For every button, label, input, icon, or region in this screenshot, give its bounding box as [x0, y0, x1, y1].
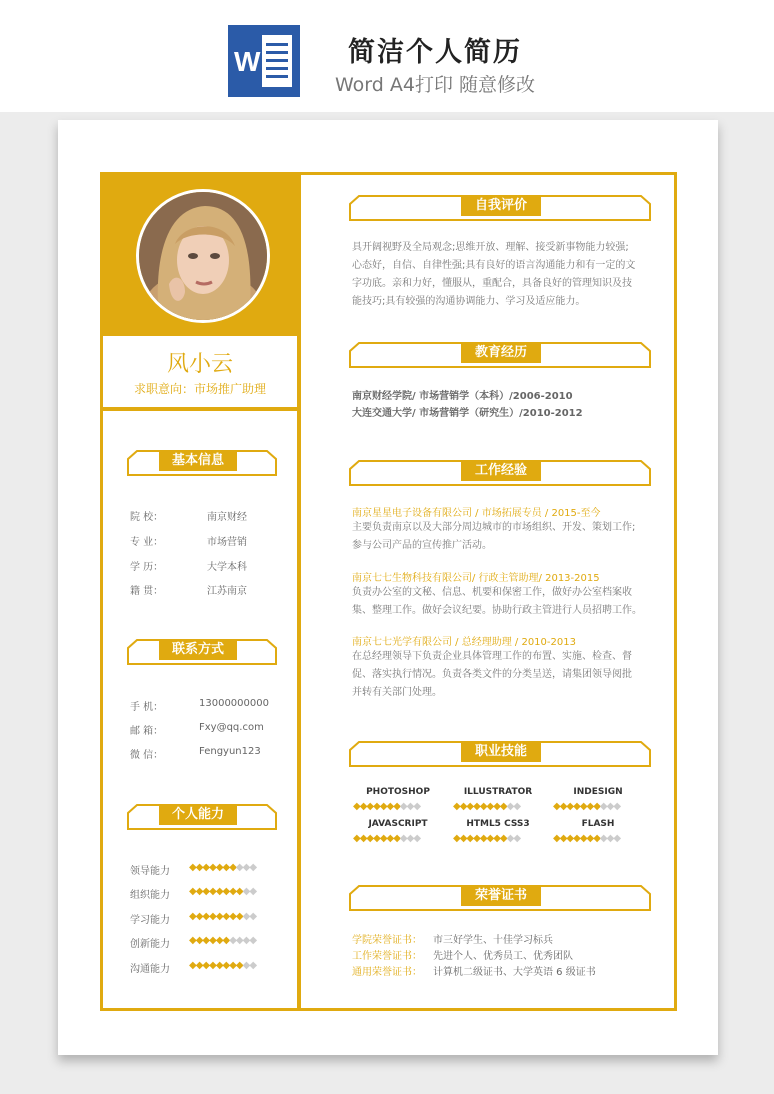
rating-dot-filled: ◆ [222, 935, 230, 946]
rating-dot-empty: ◆ [249, 862, 257, 873]
rating-dot-filled: ◆ [453, 801, 460, 812]
rating-dot-filled: ◆ [553, 833, 560, 844]
banner-title: 简洁个人简历 [348, 37, 522, 68]
skill-name: ILLUSTRATOR [463, 787, 533, 797]
rating-dot-empty: ◆ [242, 862, 250, 873]
rating-dot-filled: ◆ [566, 801, 574, 812]
rating-dot-filled: ◆ [209, 960, 216, 971]
section-title: 工作经验 [461, 461, 541, 481]
rating-dot-filled: ◆ [189, 886, 196, 897]
job-header: 南京星星电子设备有限公司 / 市场拓展专员 / 2015-至今 [352, 508, 601, 519]
rating-dot-empty: ◆ [606, 833, 614, 844]
section-heading-education [349, 342, 651, 368]
rating-dot-filled: ◆ [202, 911, 210, 922]
ability-label: 沟通能力 [130, 964, 170, 975]
section-title: 职业技能 [461, 742, 541, 762]
resume-page [58, 120, 718, 1055]
ability-label: 创新能力 [130, 939, 170, 950]
rating-dot-filled: ◆ [493, 801, 500, 812]
rating-dot-empty: ◆ [242, 886, 250, 897]
rating-dot-empty: ◆ [229, 935, 236, 946]
rating-dot-filled: ◆ [209, 911, 216, 922]
rating-dot-empty: ◆ [399, 833, 407, 844]
section-heading-self-eval [349, 195, 651, 221]
rating-dot-filled: ◆ [195, 911, 203, 922]
candidate-name: 风小云 [166, 352, 233, 377]
rating-dot-empty: ◆ [413, 833, 421, 844]
rating-dot-filled: ◆ [229, 886, 236, 897]
rating-dot-filled: ◆ [566, 833, 574, 844]
rating-dot-empty: ◆ [413, 801, 421, 812]
rating-dot-filled: ◆ [215, 935, 223, 946]
rating-dot-filled: ◆ [486, 833, 494, 844]
honor-label: 工作荣誉证书： [352, 951, 422, 962]
skill-rating [553, 833, 620, 844]
ability-rating [189, 862, 256, 873]
banner-subtitle: Word A4打印 随意修改 [334, 74, 535, 96]
ability-rating [189, 886, 256, 897]
rating-dot-empty: ◆ [399, 801, 407, 812]
rating-dot-filled: ◆ [202, 886, 210, 897]
section-title: 基本信息 [159, 451, 237, 471]
rating-dot-filled: ◆ [195, 960, 203, 971]
rating-dot-filled: ◆ [353, 833, 360, 844]
rating-dot-filled: ◆ [195, 886, 203, 897]
education-entry: 南京财经学院/ 市场营销学（本科）/2006-2010 [352, 391, 573, 402]
word-icon-letter: W [234, 46, 261, 77]
rating-dot-empty: ◆ [513, 801, 521, 812]
rating-dot-filled: ◆ [379, 801, 387, 812]
rating-dot-filled: ◆ [215, 862, 223, 873]
job-description: 在总经理领导下负责企业具体管理工作的布置、实施、检查、督 促、落实执行情况。负责各类文件的分类呈送，请集团领导阅批 并转有关部门处理。 [352, 651, 632, 698]
skill-rating [353, 833, 420, 844]
rating-dot-filled: ◆ [235, 886, 243, 897]
left-divider [103, 407, 297, 411]
job-description: 负责办公室的文秘、信息、机要和保密工作，做好办公室档案收 集、整理工作。做好会议纪要。协助行政主管进行人员招聘工作。 [352, 587, 642, 616]
section-title: 自我评价 [461, 196, 541, 216]
rating-dot-empty: ◆ [513, 833, 521, 844]
ability-label: 领导能力 [130, 866, 170, 877]
rating-dot-empty: ◆ [235, 862, 243, 873]
rating-dot-empty: ◆ [599, 801, 607, 812]
skill-name: INDESIGN [573, 787, 623, 797]
rating-dot-filled: ◆ [559, 833, 567, 844]
ability-label: 学习能力 [130, 915, 170, 926]
rating-dot-filled: ◆ [222, 960, 230, 971]
word-document-icon [228, 25, 300, 97]
rating-dot-empty: ◆ [506, 801, 514, 812]
rating-dot-filled: ◆ [453, 833, 460, 844]
resume-frame [100, 172, 677, 1011]
rating-dot-filled: ◆ [359, 833, 367, 844]
rating-dot-filled: ◆ [473, 833, 480, 844]
rating-dot-filled: ◆ [209, 862, 216, 873]
rating-dot-empty: ◆ [406, 833, 414, 844]
rating-dot-empty: ◆ [613, 833, 621, 844]
job-description: 主要负责南京以及大部分周边城市的市场组织、开发、策划工作; 参与公司产品的宣传推广活动。 [352, 522, 636, 551]
rating-dot-empty: ◆ [249, 911, 257, 922]
rating-dot-filled: ◆ [586, 801, 594, 812]
rating-dot-filled: ◆ [229, 862, 236, 873]
job-intent: 求职意向：市场推广助理 [133, 382, 266, 396]
rating-dot-filled: ◆ [373, 801, 380, 812]
rating-dot-filled: ◆ [189, 911, 196, 922]
rating-dot-filled: ◆ [366, 833, 374, 844]
rating-dot-filled: ◆ [209, 886, 216, 897]
rating-dot-filled: ◆ [393, 801, 400, 812]
rating-dot-filled: ◆ [479, 833, 487, 844]
rating-dot-empty: ◆ [406, 801, 414, 812]
rating-dot-filled: ◆ [235, 960, 243, 971]
rating-dot-empty: ◆ [235, 935, 243, 946]
rating-dot-filled: ◆ [393, 833, 400, 844]
rating-dot-filled: ◆ [215, 911, 223, 922]
honor-value: 先进个人、优秀员工、优秀团队 [433, 951, 573, 962]
rating-dot-empty: ◆ [606, 801, 614, 812]
education-entry: 大连交通大学/ 市场营销学（研究生）/2010-2012 [352, 408, 583, 419]
ability-rating [189, 911, 256, 922]
rating-dot-empty: ◆ [599, 833, 607, 844]
ability-rating [189, 960, 256, 971]
rating-dot-filled: ◆ [459, 801, 467, 812]
rating-dot-filled: ◆ [195, 935, 203, 946]
rating-dot-filled: ◆ [235, 911, 243, 922]
rating-dot-filled: ◆ [499, 833, 507, 844]
rating-dot-filled: ◆ [553, 801, 560, 812]
skill-rating [453, 833, 520, 844]
honor-label: 通用荣誉证书： [352, 967, 422, 978]
rating-dot-filled: ◆ [373, 833, 380, 844]
section-title: 荣誉证书 [461, 886, 541, 906]
rating-dot-filled: ◆ [493, 833, 500, 844]
rating-dot-filled: ◆ [189, 862, 196, 873]
rating-dot-filled: ◆ [486, 801, 494, 812]
rating-dot-filled: ◆ [593, 801, 600, 812]
rating-dot-empty: ◆ [249, 935, 257, 946]
rating-dot-filled: ◆ [189, 935, 196, 946]
section-heading-contact [127, 639, 277, 665]
job-header: 南京七七生物科技有限公司/ 行政主管助理/ 2013-2015 [352, 573, 600, 584]
honor-label: 学院荣誉证书： [352, 935, 422, 946]
skill-name: HTML5 CSS3 [466, 819, 530, 829]
rating-dot-filled: ◆ [202, 960, 210, 971]
rating-dot-filled: ◆ [222, 862, 230, 873]
left-column: 风小云 求职意向：市场推广助理 基本信息 院 校： 南京财经 专 业： 市场营销 学 历： 大学本科 籍 贯： 江苏南京 联系方式 手 机： 13000000000 邮 箱： Fxy@qq.com 微 信： Fengyun123 个人能力 领导能力 ◆◆◆◆◆◆◆◆◆◆ 组织能力 ◆◆◆◆◆◆◆◆◆◆ 学习能力 ◆◆◆◆◆◆◆◆◆◆ 创新能力 ◆◆◆◆◆◆◆◆◆◆ 沟通能力 ◆◆◆◆◆◆◆◆◆◆ [103, 175, 301, 1008]
rating-dot-filled: ◆ [359, 801, 367, 812]
rating-dot-filled: ◆ [466, 801, 474, 812]
rating-dot-filled: ◆ [479, 801, 487, 812]
skill-rating [553, 801, 620, 812]
rating-dot-filled: ◆ [386, 801, 394, 812]
rating-dot-filled: ◆ [459, 833, 467, 844]
skill-rating [353, 801, 420, 812]
job-header: 南京七七光学有限公司 / 总经理助理 / 2010-2013 [352, 637, 576, 648]
rating-dot-filled: ◆ [379, 833, 387, 844]
honor-value: 市三好学生、十佳学习标兵 [433, 935, 553, 946]
section-heading-honors [349, 885, 651, 911]
rating-dot-filled: ◆ [222, 911, 230, 922]
rating-dot-empty: ◆ [242, 935, 250, 946]
section-heading-basic-info [127, 450, 277, 476]
rating-dot-filled: ◆ [499, 801, 507, 812]
rating-dot-filled: ◆ [209, 935, 216, 946]
rating-dot-filled: ◆ [573, 801, 580, 812]
rating-dot-filled: ◆ [593, 833, 600, 844]
rating-dot-filled: ◆ [579, 833, 587, 844]
rating-dot-empty: ◆ [249, 960, 257, 971]
rating-dot-filled: ◆ [386, 833, 394, 844]
ability-label: 组织能力 [130, 890, 170, 901]
rating-dot-filled: ◆ [353, 801, 360, 812]
section-title: 个人能力 [159, 805, 237, 825]
rating-dot-empty: ◆ [242, 960, 250, 971]
rating-dot-filled: ◆ [579, 801, 587, 812]
section-title: 教育经历 [461, 343, 541, 363]
rating-dot-filled: ◆ [559, 801, 567, 812]
rating-dot-filled: ◆ [466, 833, 474, 844]
rating-dot-empty: ◆ [249, 886, 257, 897]
avatar [136, 189, 270, 323]
skill-name: FLASH [581, 819, 615, 829]
self-evaluation-text: 具开阔视野及全局观念;思维开放、理解、接受新事物能力较强; 心态好，自信、自律性强;具有良好的语言沟通能力和有一定的文 字功底。亲和力好，懂服从，重配合，具备良好的管理知识及技 能技巧;具有较强的沟通协调能力、学习及适应能力。 [352, 242, 636, 307]
rating-dot-filled: ◆ [366, 801, 374, 812]
banner-header [0, 0, 774, 112]
section-heading-skills [349, 741, 651, 767]
section-heading-work [349, 460, 651, 486]
rating-dot-filled: ◆ [189, 960, 196, 971]
skill-name: PHOTOSHOP [366, 787, 430, 797]
rating-dot-filled: ◆ [215, 886, 223, 897]
rating-dot-empty: ◆ [242, 911, 250, 922]
skill-name: JAVASCRIPT [368, 819, 428, 829]
rating-dot-filled: ◆ [222, 886, 230, 897]
skill-rating [453, 801, 520, 812]
rating-dot-filled: ◆ [202, 935, 210, 946]
photo-band [103, 175, 297, 336]
rating-dot-empty: ◆ [506, 833, 514, 844]
rating-dot-filled: ◆ [573, 833, 580, 844]
rating-dot-filled: ◆ [229, 960, 236, 971]
rating-dot-filled: ◆ [202, 862, 210, 873]
rating-dot-empty: ◆ [613, 801, 621, 812]
rating-dot-filled: ◆ [215, 960, 223, 971]
honor-value: 计算机二级证书、大学英语 6 级证书 [433, 967, 596, 978]
rating-dot-filled: ◆ [229, 911, 236, 922]
ability-rating [189, 935, 256, 946]
section-title: 联系方式 [159, 640, 237, 660]
rating-dot-filled: ◆ [195, 862, 203, 873]
rating-dot-filled: ◆ [586, 833, 594, 844]
rating-dot-filled: ◆ [473, 801, 480, 812]
section-heading-abilities [127, 804, 277, 830]
